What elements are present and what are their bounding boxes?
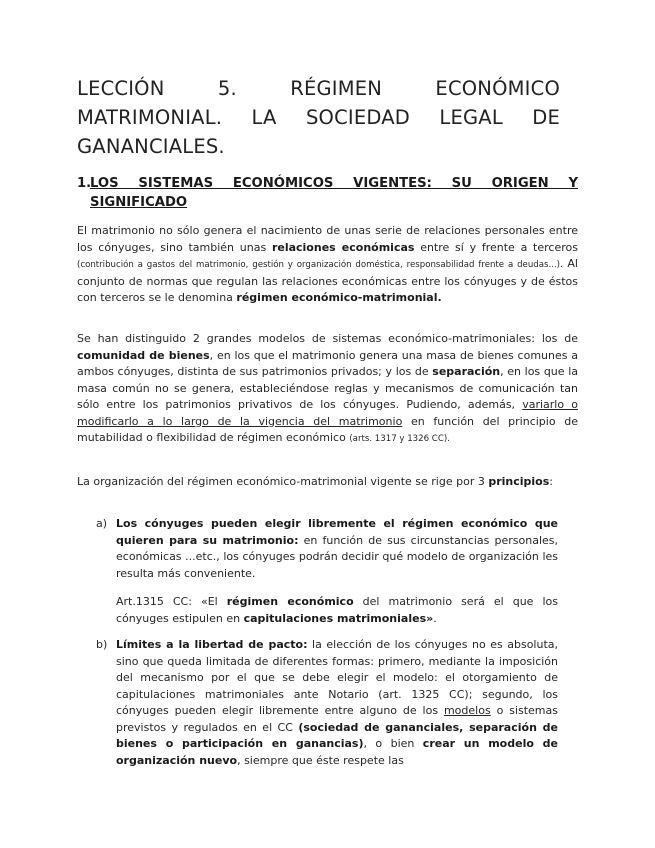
text-span: , en los que la masa común no se genera, estableciéndose reglas y mecanismos de comunicación tan sólo entre los patrimonios privativos de los cónyuges. Pudiendo, además, [77, 365, 578, 411]
list-letter-a: a) [96, 517, 108, 530]
bold-span: capitulaciones matrimoniales» [243, 611, 434, 625]
bold-span: principios [488, 475, 550, 488]
text-span: Al conjunto de normas que regulan las relaciones económicas entre los cónyuges y de éstos con terceros se le denomina [77, 257, 578, 304]
bold-span: comunidad de bienes [77, 348, 210, 362]
bold-span: relaciones económicas [271, 240, 415, 254]
section-heading [77, 174, 578, 212]
text-span: la elección de los cónyuges no es absoluta, sino que queda limitada de diferentes formas: primero, mediante la imposición del mecanismo por el que se debe elegir el modelo: el otorgamiento de capitulaciones matrimoniales ante Notario (art. 1325 CC); segundo, los cónyuges pueden elegir libremente entre alguno de los [116, 638, 559, 717]
lesson-title: LECCIÓN 5. RÉGIMEN ECONÓMICO MATRIMONIAL. LA SOCIEDAD LEGAL DE GANANCIALES. [77, 77, 560, 158]
bold-span: separación [432, 365, 501, 378]
text-span: Se han distinguido 2 grandes modelos de sistemas económico-matrimoniales: los de [77, 332, 578, 345]
section-title: LOS SISTEMAS ECONÓMICOS VIGENTES: SU ORIGEN Y SIGNIFICADO [90, 176, 578, 210]
bold-span: régimen económico-matrimonial. [236, 291, 442, 304]
paragraph-intro [77, 223, 578, 307]
bold-span: Los cónyuges pueden elegir libremente el régimen económico que quieren para su matrimonio: [116, 517, 558, 547]
text-span: , o bien [363, 737, 423, 750]
underlined-span: modelos [443, 704, 491, 717]
text-span: La organización del régimen económico-matrimonial vigente se rige por 3 [77, 475, 489, 488]
paragraph-principles [77, 474, 578, 491]
text-span: o sistemas previstos y regulados en el CC [116, 704, 558, 734]
text-span: en función del principio de mutabilidad o flexibilidad de régimen económico [77, 414, 579, 444]
text-span: . [433, 611, 437, 625]
text-span: , siempre que éste respete las [237, 753, 404, 767]
section-number: 1. [77, 176, 92, 191]
text-span: : [549, 475, 554, 488]
small-span: (arts. 1317 y 1326 CC). [349, 434, 450, 444]
text-span: en función de sus circunstancias personales, económicas ...etc., los cónyuges podrán decidir qué modelo de organización les resulta más conveniente. [116, 533, 558, 580]
list-item-a [116, 516, 558, 582]
bold-span: Límites a la libertad de pacto: [116, 638, 308, 651]
underlined-span: variarlo o modificarlo a lo largo de la vigencia del matrimonio [77, 398, 578, 428]
bold-span: (sociedad de gananciales, separación de bienes o participación en ganancias) [116, 720, 558, 750]
list-item-b [116, 637, 558, 769]
bold-span: crear un modelo de organización nuevo [116, 737, 558, 767]
quote-art-1315 [116, 594, 558, 627]
paragraph-models [77, 331, 578, 448]
bold-span: régimen económico [226, 595, 354, 608]
list-letter-b: b) [96, 638, 108, 651]
text-span: entre sí y frente a terceros [414, 240, 578, 254]
text-span: , en los que el matrimonio genera una masa de bienes comunes a ambos cónyuges, distinta de sus patrimonios privados; y los de [77, 348, 579, 378]
text-span: del matrimonio será el que los cónyuges estipulen en [116, 595, 558, 625]
text-span: Art.1315 CC: «El [116, 595, 227, 608]
small-span: (contribución a gastos del matrimonio, gestión y organización doméstica, responsabilidad frente a deudas...). [77, 260, 563, 270]
text-span: El matrimonio no sólo genera el nacimiento de unas serie de relaciones personales entre los cónyuges, sino también unas [77, 224, 578, 254]
